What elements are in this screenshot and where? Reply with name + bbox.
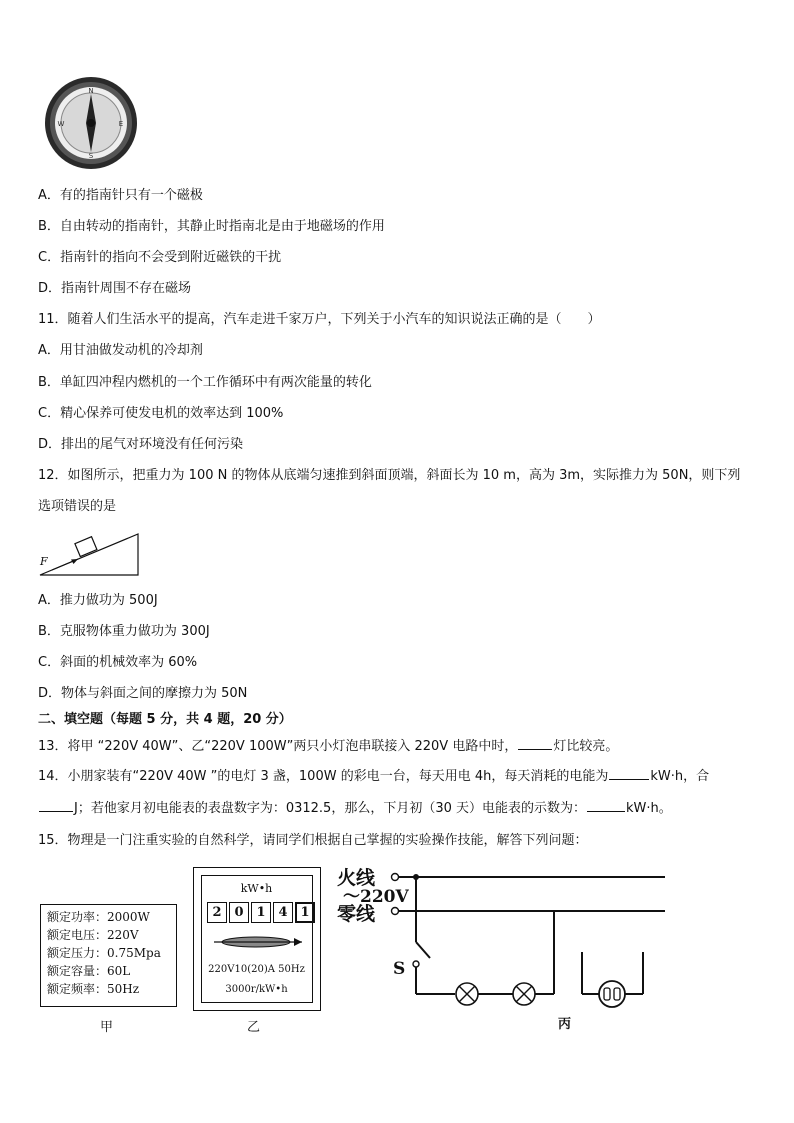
q13-text [38,737,618,756]
nameplate-row: 额定频率：50Hz [47,982,140,996]
q10-option-b: B．自由转动的指南针，其静止时指南北是由于地磁场的作用 [38,219,385,234]
q12-option-c: C．斜面的机械效率为 60% [38,655,198,670]
q10-option-c: C．指南针的指向不会受到附近磁铁的干扰 [38,250,282,265]
caption-yi: 乙 [247,1020,261,1035]
q11-option-b: B．单缸四冲程内燃机的一个工作循环中有两次能量的转化 [38,375,372,390]
q11-option-d: D．排出的尾气对环境没有任何污染 [38,437,244,452]
nameplate-row: 额定容量：60L [47,964,131,978]
q12-option-b: B．克服物体重力做功为 300J [38,624,210,639]
q12-stem-line1: 12．如图所示，把重力为 100 N 的物体从底端匀速推到斜面顶端，斜面长为 10 m，高为 3m，实际推力为 50N，则下列 [38,468,741,483]
q11-option-a: A．用甘油做发动机的冷却剂 [38,343,203,358]
q14-blank-reading[interactable] [587,799,625,812]
caption-jia: 甲 [100,1020,114,1035]
q10-option-a: A．有的指南针只有一个磁极 [38,188,203,203]
q12-stem-line2: 选项错误的是 [38,499,117,514]
q13-text-b: 灯比较亮。 [553,739,619,754]
q12-option-d: D．物体与斜面之间的摩擦力为 50N [38,686,248,701]
meter-disk-icon [208,931,308,953]
q14-blank-energy[interactable] [609,767,649,780]
meter-digit: 2 [207,902,227,923]
meter-digit: 0 [229,902,249,923]
meter-unit: kW•h [240,882,273,895]
force-label: F [40,555,48,568]
nameplate-figure [40,904,177,1007]
q13-text-a: 13．将甲 “220V 40W”、乙“220V 100W”两只小灯泡串联接入 220V 电路中时， [38,739,518,754]
meter-digit: 4 [273,902,293,923]
meter-revolutions: 3000r/kW•h [225,984,288,995]
compass-letter-e: E [118,120,124,128]
meter-digit-decimal: 1 [295,902,315,923]
q10-option-d: D．指南针周围不存在磁场 [38,281,192,296]
meter-digit: 1 [251,902,271,923]
q14-line2 [38,799,672,818]
q15-stem: 15．物理是一门注重实验的自然科学，请同学们根据自己掌握的实验操作技能，解答下列问题： [38,833,588,848]
meter-digit-window [207,902,315,923]
nameplate-row: 额定压力：0.75Mpa [47,946,161,960]
neutral-wire-label: 零线 [337,903,376,925]
section-heading-fill-blank: 二、填空题（每题 5 分，共 4 题，20 分） [38,712,292,727]
q14-line2-a: J；若他家月初电能表的表盘数字为：0312.5，那么，下月初（30 天）电能表的示数为： [74,801,586,816]
q14-line1 [38,767,709,786]
q14-line1-b: kW·h，合 [650,769,710,784]
q13-answer-blank[interactable] [518,737,552,750]
q14-blank-joules[interactable] [39,799,73,812]
q14-line2-b: kW·h。 [626,801,672,816]
nameplate-row: 额定电压：220V [47,928,139,942]
caption-bing: 丙 [558,1017,572,1032]
switch-label: S [393,959,406,979]
compass-letter-n: N [88,87,94,95]
meter-spec: 220V10(20)A 50Hz [208,964,305,975]
voltage-label: ～220V [343,887,409,907]
incline-figure [38,528,142,578]
compass-letter-s: S [88,152,94,160]
live-wire-label: 火线 [337,867,376,889]
nameplate-row: 额定功率：2000W [47,910,150,924]
energy-meter-figure [193,867,321,1011]
q14-line1-a: 14．小朋家装有“220V 40W ”的电灯 3 盏，100W 的彩电一台，每天用电 4h，每天消耗的电能为 [38,769,609,784]
circuit-figure [335,860,670,1015]
compass-letter-w: W [57,120,65,128]
compass-figure [41,76,139,172]
q11-stem: 11．随着人们生活水平的提高，汽车走进千家万户，下列关于小汽车的知识说法正确的是（ ） [38,312,601,327]
q11-option-c: C．精心保养可使发电机的效率达到 100% [38,406,284,421]
q12-option-a: A．推力做功为 500J [38,593,158,608]
